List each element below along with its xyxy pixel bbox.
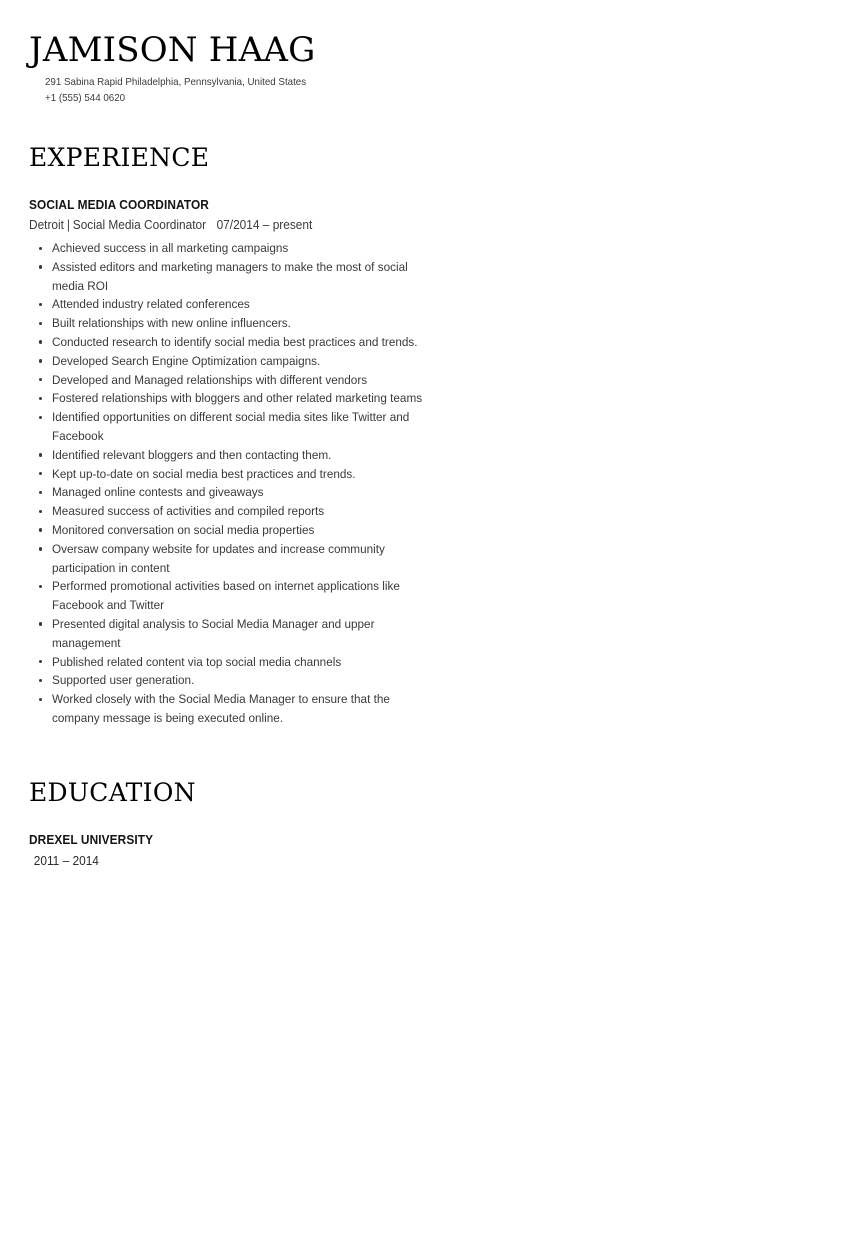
bullet-text: Monitored conversation on social media properties	[52, 522, 315, 537]
bullet-text: Supported user generation.	[52, 673, 195, 688]
bullet-dot-icon	[39, 622, 42, 625]
bullet-text: Oversaw company website for updates and increase community participation in content	[52, 541, 385, 575]
bullet-text: Managed online contests and giveaways	[52, 485, 264, 500]
bullet-item	[29, 295, 441, 314]
bullet-text: Developed and Managed relationships with different vendors	[52, 372, 368, 387]
bullet-text: Presented digital analysis to Social Media Manager and upper management	[52, 616, 375, 650]
bullet-text: Conducted research to identify social media best practices and trends.	[52, 334, 418, 349]
bullet-text: Performed promotional activities based on internet applications like Facebook and Twitter	[52, 579, 400, 613]
bullet-dot-icon	[39, 340, 42, 343]
bullet-item	[29, 653, 441, 672]
bullet-dot-icon	[39, 547, 42, 550]
bullet-dot-icon	[39, 397, 42, 400]
bullet-text: Attended industry related conferences	[52, 297, 250, 312]
experience-entry	[29, 197, 459, 728]
bullet-dot-icon	[39, 359, 42, 362]
bullet-item	[29, 352, 441, 371]
contact-block	[29, 74, 529, 106]
bullet-text: Achieved success in all marketing campaigns	[52, 241, 289, 255]
bullet-item	[29, 615, 441, 653]
bullet-item	[29, 408, 441, 446]
bullet-dot-icon	[39, 698, 42, 701]
bullet-item	[29, 671, 441, 690]
bullet-dot-icon	[39, 472, 42, 475]
experience-role-heading: SOCIAL MEDIA COORDINATOR	[29, 198, 209, 212]
bullet-dot-icon	[39, 660, 42, 663]
bullet-item	[29, 446, 441, 465]
bullet-item	[29, 465, 441, 484]
education-entry	[29, 832, 459, 870]
bullet-item	[29, 371, 441, 390]
bullet-dot-icon	[39, 679, 42, 682]
bullet-dot-icon	[39, 528, 42, 531]
contact-address: 291 Sabina Rapid Philadelphia, Pennsylvania, United States	[45, 76, 307, 88]
bullet-item	[29, 258, 441, 296]
bullet-item	[29, 540, 441, 578]
bullet-dot-icon	[39, 510, 42, 513]
section-title-experience: EXPERIENCE	[29, 143, 210, 172]
education-school: DREXEL UNIVERSITY	[29, 833, 154, 847]
bullet-item	[29, 577, 441, 615]
bullet-item	[29, 502, 441, 521]
bullet-dot-icon	[39, 378, 42, 381]
bullet-item	[29, 690, 441, 728]
bullet-text: Assisted editors and marketing managers to make the most of social media ROI	[52, 259, 408, 293]
experience-subline	[29, 216, 438, 234]
bullet-text: Identified relevant bloggers and then contacting them.	[52, 447, 332, 462]
bullet-text: Measured success of activities and compiled reports	[52, 504, 325, 519]
experience-bullet-list	[29, 239, 441, 728]
bullet-dot-icon	[39, 491, 42, 494]
experience-position: Social Media Coordinator	[72, 218, 207, 232]
bullet-dot-icon	[39, 303, 42, 306]
bullet-item	[29, 333, 441, 352]
bullet-dot-icon	[39, 453, 42, 456]
bullet-item	[29, 483, 441, 502]
bullet-item	[29, 314, 441, 333]
education-dates: 2011 – 2014	[33, 854, 99, 868]
section-title-education: EDUCATION	[29, 778, 196, 807]
bullet-text: Fostered relationships with bloggers and other related marketing teams	[52, 391, 423, 406]
experience-dates: 07/2014 – present	[216, 218, 313, 232]
bullet-text: Identified opportunities on different social media sites like Twitter and Facebook	[52, 410, 410, 443]
bullet-text: Worked closely with the Social Media Manager to ensure that the company message is being executed online.	[52, 692, 390, 725]
bullet-text: Developed Search Engine Optimization campaigns.	[52, 353, 321, 368]
bullet-dot-icon	[39, 247, 42, 250]
candidate-name: JAMISON HAAG	[29, 30, 316, 70]
bullet-text: Published related content via top social media channels	[52, 654, 342, 669]
bullet-dot-icon	[39, 585, 42, 588]
experience-separator: |	[66, 218, 70, 232]
bullet-item	[29, 521, 441, 540]
experience-location: Detroit	[29, 218, 64, 232]
bullet-text: Kept up-to-date on social media best practices and trends.	[52, 466, 356, 481]
bullet-item	[29, 389, 441, 408]
bullet-text: Built relationships with new online influencers.	[52, 316, 291, 331]
contact-phone: +1 (555) 544 0620	[45, 92, 126, 104]
bullet-item	[29, 239, 441, 258]
bullet-dot-icon	[39, 322, 42, 325]
bullet-dot-icon	[39, 416, 42, 419]
resume-header	[29, 30, 529, 106]
bullet-dot-icon	[39, 265, 42, 268]
